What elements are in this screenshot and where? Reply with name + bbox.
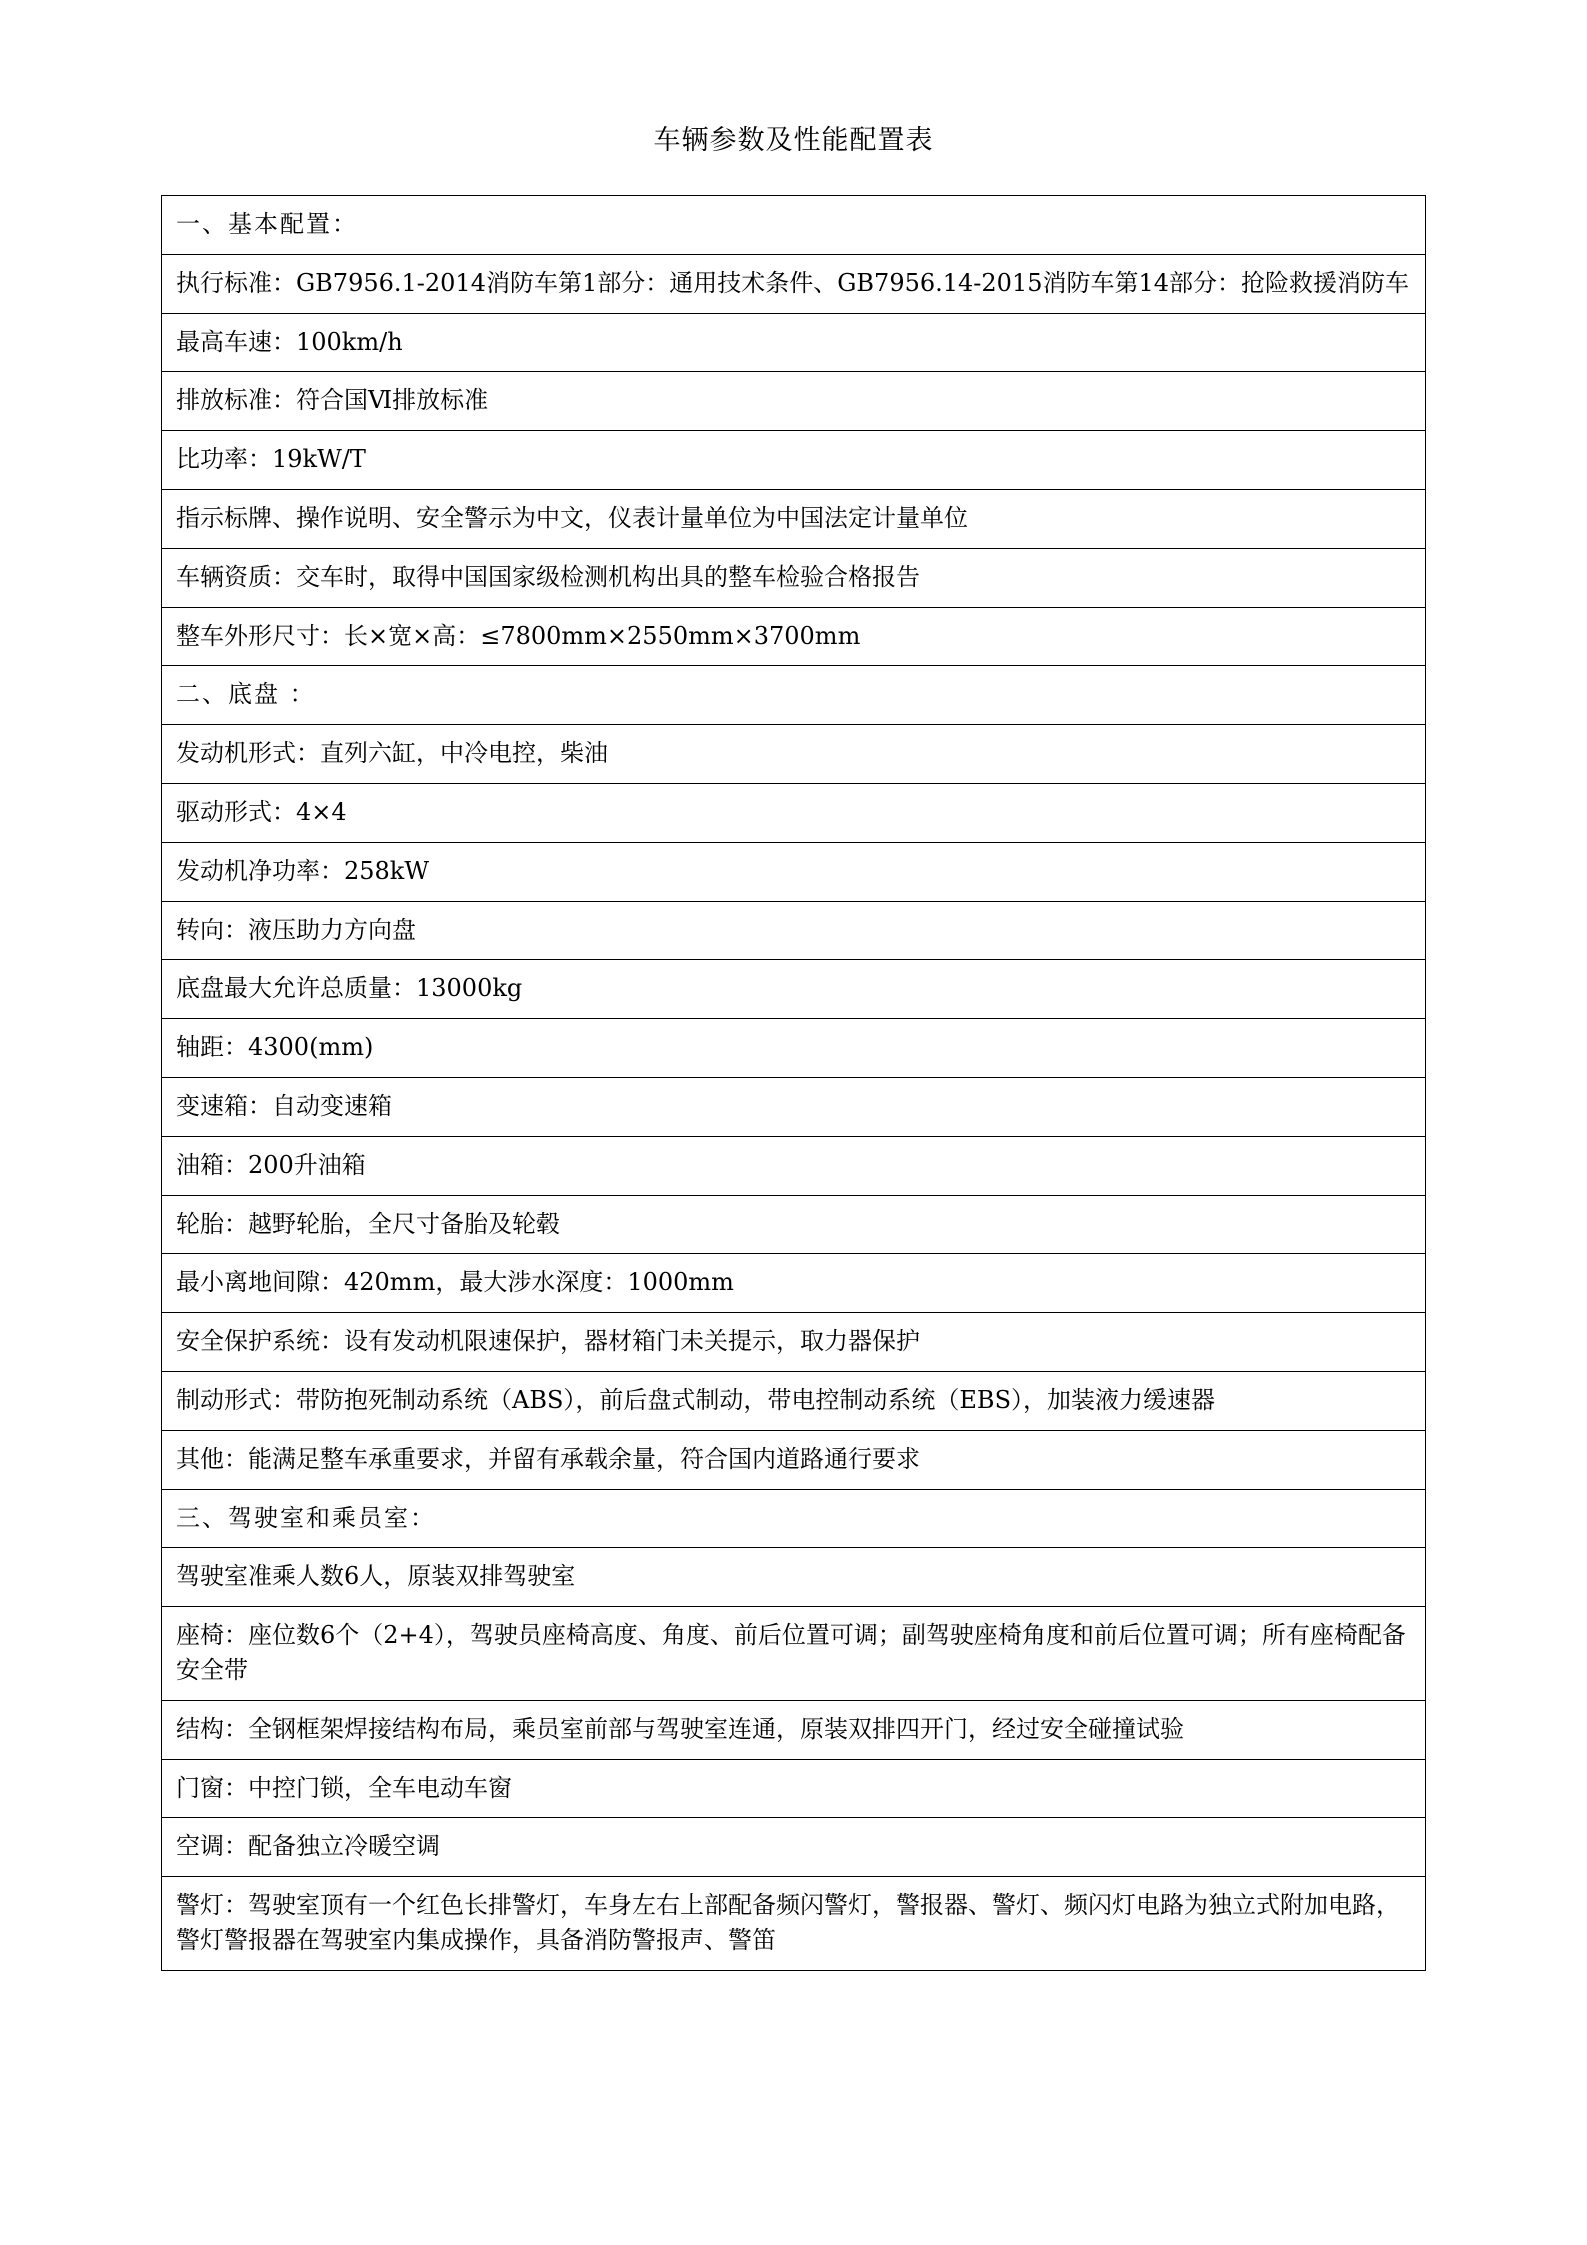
table-row [162,313,1426,372]
section-heading-cell: 三、驾驶室和乘员室： [162,1489,1426,1548]
section-heading-cell: 一、基本配置： [162,196,1426,255]
page-title: 车辆参数及性能配置表 [653,125,934,156]
table-row [162,196,1426,255]
table-row [162,1136,1426,1195]
table-row [162,1077,1426,1136]
spec-cell: 发动机形式：直列六缸，中冷电控，柴油 [162,725,1426,784]
spec-cell: 安全保护系统：设有发动机限速保护，器材箱门未关提示，取力器保护 [162,1313,1426,1372]
table-row [162,548,1426,607]
spec-cell: 底盘最大允许总质量：13000kg [162,960,1426,1019]
table-row [162,254,1426,313]
table-row [162,1877,1426,1971]
spec-cell: 制动形式：带防抱死制动系统（ABS），前后盘式制动，带电控制动系统（EBS），加装液力缓速器 [162,1371,1426,1430]
table-row [162,431,1426,490]
spec-cell: 最小离地间隙：420mm，最大涉水深度：1000mm [162,1254,1426,1313]
spec-cell: 驱动形式：4×4 [162,783,1426,842]
spec-cell: 发动机净功率：258kW [162,842,1426,901]
table-row [162,607,1426,666]
table-row [162,489,1426,548]
spec-table-body [162,196,1426,1971]
table-row [162,960,1426,1019]
bottom-spacer [0,1971,1587,2031]
spec-cell: 门窗：中控门锁，全车电动车窗 [162,1759,1426,1818]
table-row [162,783,1426,842]
spec-cell: 警灯：驾驶室顶有一个红色长排警灯，车身左右上部配备频闪警灯，警报器、警灯、频闪灯电路为独立式附加电路，警灯警报器在驾驶室内集成操作，具备消防警报声、警笛 [162,1877,1426,1971]
table-row [162,842,1426,901]
spec-cell: 轮胎：越野轮胎，全尺寸备胎及轮毂 [162,1195,1426,1254]
table-row [162,372,1426,431]
spec-cell: 车辆资质：交车时，取得中国国家级检测机构出具的整车检验合格报告 [162,548,1426,607]
table-row [162,901,1426,960]
table-row [162,1700,1426,1759]
spec-table-container [161,195,1426,1971]
spec-cell: 指示标牌、操作说明、安全警示为中文，仪表计量单位为中国法定计量单位 [162,489,1426,548]
table-row [162,1313,1426,1372]
table-row [162,1607,1426,1701]
table-row [162,725,1426,784]
spec-cell: 结构：全钢框架焊接结构布局，乘员室前部与驾驶室连通，原装双排四开门，经过安全碰撞试验 [162,1700,1426,1759]
spec-cell: 执行标准：GB7956.1-2014消防车第1部分：通用技术条件、GB7956.14-2015消防车第14部分：抢险救援消防车 [162,254,1426,313]
table-row [162,1818,1426,1877]
spec-cell: 轴距：4300(mm) [162,1019,1426,1078]
spec-cell: 其他：能满足整车承重要求，并留有承载余量，符合国内道路通行要求 [162,1430,1426,1489]
table-row [162,1371,1426,1430]
spec-cell: 驾驶室准乘人数6人，原装双排驾驶室 [162,1548,1426,1607]
spec-cell: 比功率：19kW/T [162,431,1426,490]
spec-cell: 最高车速：100km/h [162,313,1426,372]
vehicle-spec-table [161,195,1426,1971]
section-heading-cell: 二、底盘 ： [162,666,1426,725]
table-row [162,1430,1426,1489]
spec-cell: 转向：液压助力方向盘 [162,901,1426,960]
table-row [162,1759,1426,1818]
table-row [162,1195,1426,1254]
table-row [162,1019,1426,1078]
spec-cell: 空调：配备独立冷暖空调 [162,1818,1426,1877]
spec-cell: 变速箱：自动变速箱 [162,1077,1426,1136]
spec-cell: 座椅：座位数6个（2+4），驾驶员座椅高度、角度、前后位置可调；副驾驶座椅角度和前后位置可调；所有座椅配备安全带 [162,1607,1426,1701]
table-row [162,1489,1426,1548]
spec-cell: 排放标准：符合国Ⅵ排放标准 [162,372,1426,431]
spec-cell: 油箱：200升油箱 [162,1136,1426,1195]
spec-cell: 整车外形尺寸：长×宽×高：≤7800mm×2550mm×3700mm [162,607,1426,666]
table-row [162,1254,1426,1313]
table-row [162,666,1426,725]
table-row [162,1548,1426,1607]
